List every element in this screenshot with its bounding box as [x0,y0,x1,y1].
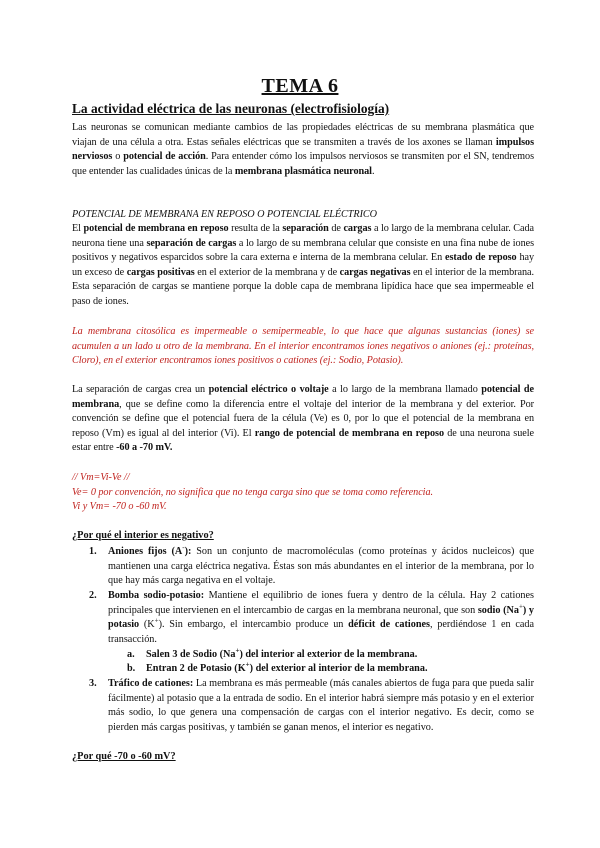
question-heading-1: ¿Por qué el interior es negativo? [72,530,214,541]
separacion-paragraph: La separación de cargas crea un potencial eléctrico o voltaje a lo largo de la membrana llamado potencial de membrana, que se define como la diferencia entre el voltaje del interior de la membrana y del exterior. Por convención se define que el potencial fuera de la célula (Ve) es 0, por lo que el potencial de la membrana en reposo (Vm) es igual al del interior (Vi). El rango de potencial de membrana en reposo de una neurona suele estar entre -60 a -70 mV. [72,384,534,454]
list-item-trafico: Tráfico de cationes: La membrana es más permeable (más canales abiertos de fuga para que pueda salir fácilmente) al potasio que a la entrada de sodio. En el interior habrá siempre más potasio y en el exterior más sodio, lo que genera una compensación de cargas con el interior negativo. Es decir, como se pierden más cargas positivas, y también se ganan menos, el interior es negativo. [108,678,535,733]
formula-vi: Vi y Vm= -70 o -60 mV. [72,501,167,512]
sublist-letter-b: b. [127,663,136,674]
list-item-aniones: Aniones fijos (A-): Son un conjunto de macromoléculas (como proteínas y ácidos nucleicos) que mantienen una carga eléctrica negativa. Éstas son más abundantes en el interior de la membrana, por lo que hay más carga negativa en el voltaje. [108,543,534,587]
list-number-2: 2. [89,590,97,601]
reposo-paragraph: El potencial de membrana en reposo resulta de la separación de cargas a lo largo de la membrana celular. Cada neurona tiene una separación de cargas a lo largo de su membrana celular que consiste en una fina nube de iones positivos y negativos esparcidos sobre la cara externa e interna de la membrana celular. En estado de reposo hay un exceso de cargas positivas en el exterior de la membrana y de cargas negativas en el interior de la membrana. Esta separación de cargas se mantiene porque la doble capa de membrana lipídica hace que sea impermeable el paso de iones. [72,223,535,307]
section-subtitle: La actividad eléctrica de las neuronas (electrofisiología) [72,101,390,116]
sublist-item-entran: Entran 2 de Potasio (K+) del exterior al interior de la membrana. [146,660,428,674]
question-heading-2: ¿Por qué -70 o -60 mV? [72,751,176,762]
sublist-item-salen: Salen 3 de Sodio (Na+) del interior al exterior de la membrana. [146,646,418,660]
section-heading: POTENCIAL DE MEMBRANA EN REPOSO O POTENCIAL ELÉCTRICO [72,209,377,220]
list-item-bomba: Bomba sodio-potasio: Mantiene el equilibrio de iones fuera y dentro de la célula. Hay 2 cationes principales que intervienen en el intercambio de cargas en la membrana neuronal, que son sodio (Na+) y potasio (K+). Sin embargo, el intercambio produce un déficit de cationes, perdiéndose 1 en cada transacción. [108,590,535,645]
formula-ve: Ve= 0 por convención, no significa que no tenga carga sino que se toma como referencia. [72,487,433,498]
list-number-1: 1. [89,546,97,557]
page-title: TEMA 6 [261,75,339,97]
list-number-3: 3. [89,678,97,689]
formula-vm: // Vm=Vi-Ve // [72,472,130,483]
sublist-letter-a: a. [127,649,135,660]
intro-paragraph: Las neuronas se comunican mediante cambios de las propiedades eléctricas de su membrana plasmática que viajan de una célula a otra. Estas señales eléctricas que se transmiten a través de los axones se llaman impulsos nerviosos o potencial de acción. Para entender cómo los impulsos nerviosos se transmiten por el SN, tendremos que entender las cualidades únicas de la membrana plasmática neuronal. [72,122,534,177]
red-note: La membrana citosólica es impermeable o semipermeable, lo que hace que algunas sustancias (iones) se acumulen a un lado u otro de la membrana. En el interior encontramos iones negativos o aniones (ej.: proteínas, Cloro), en el exterior encontramos iones positivos o cationes (ej.: Sodio, Potasio). [72,326,534,367]
